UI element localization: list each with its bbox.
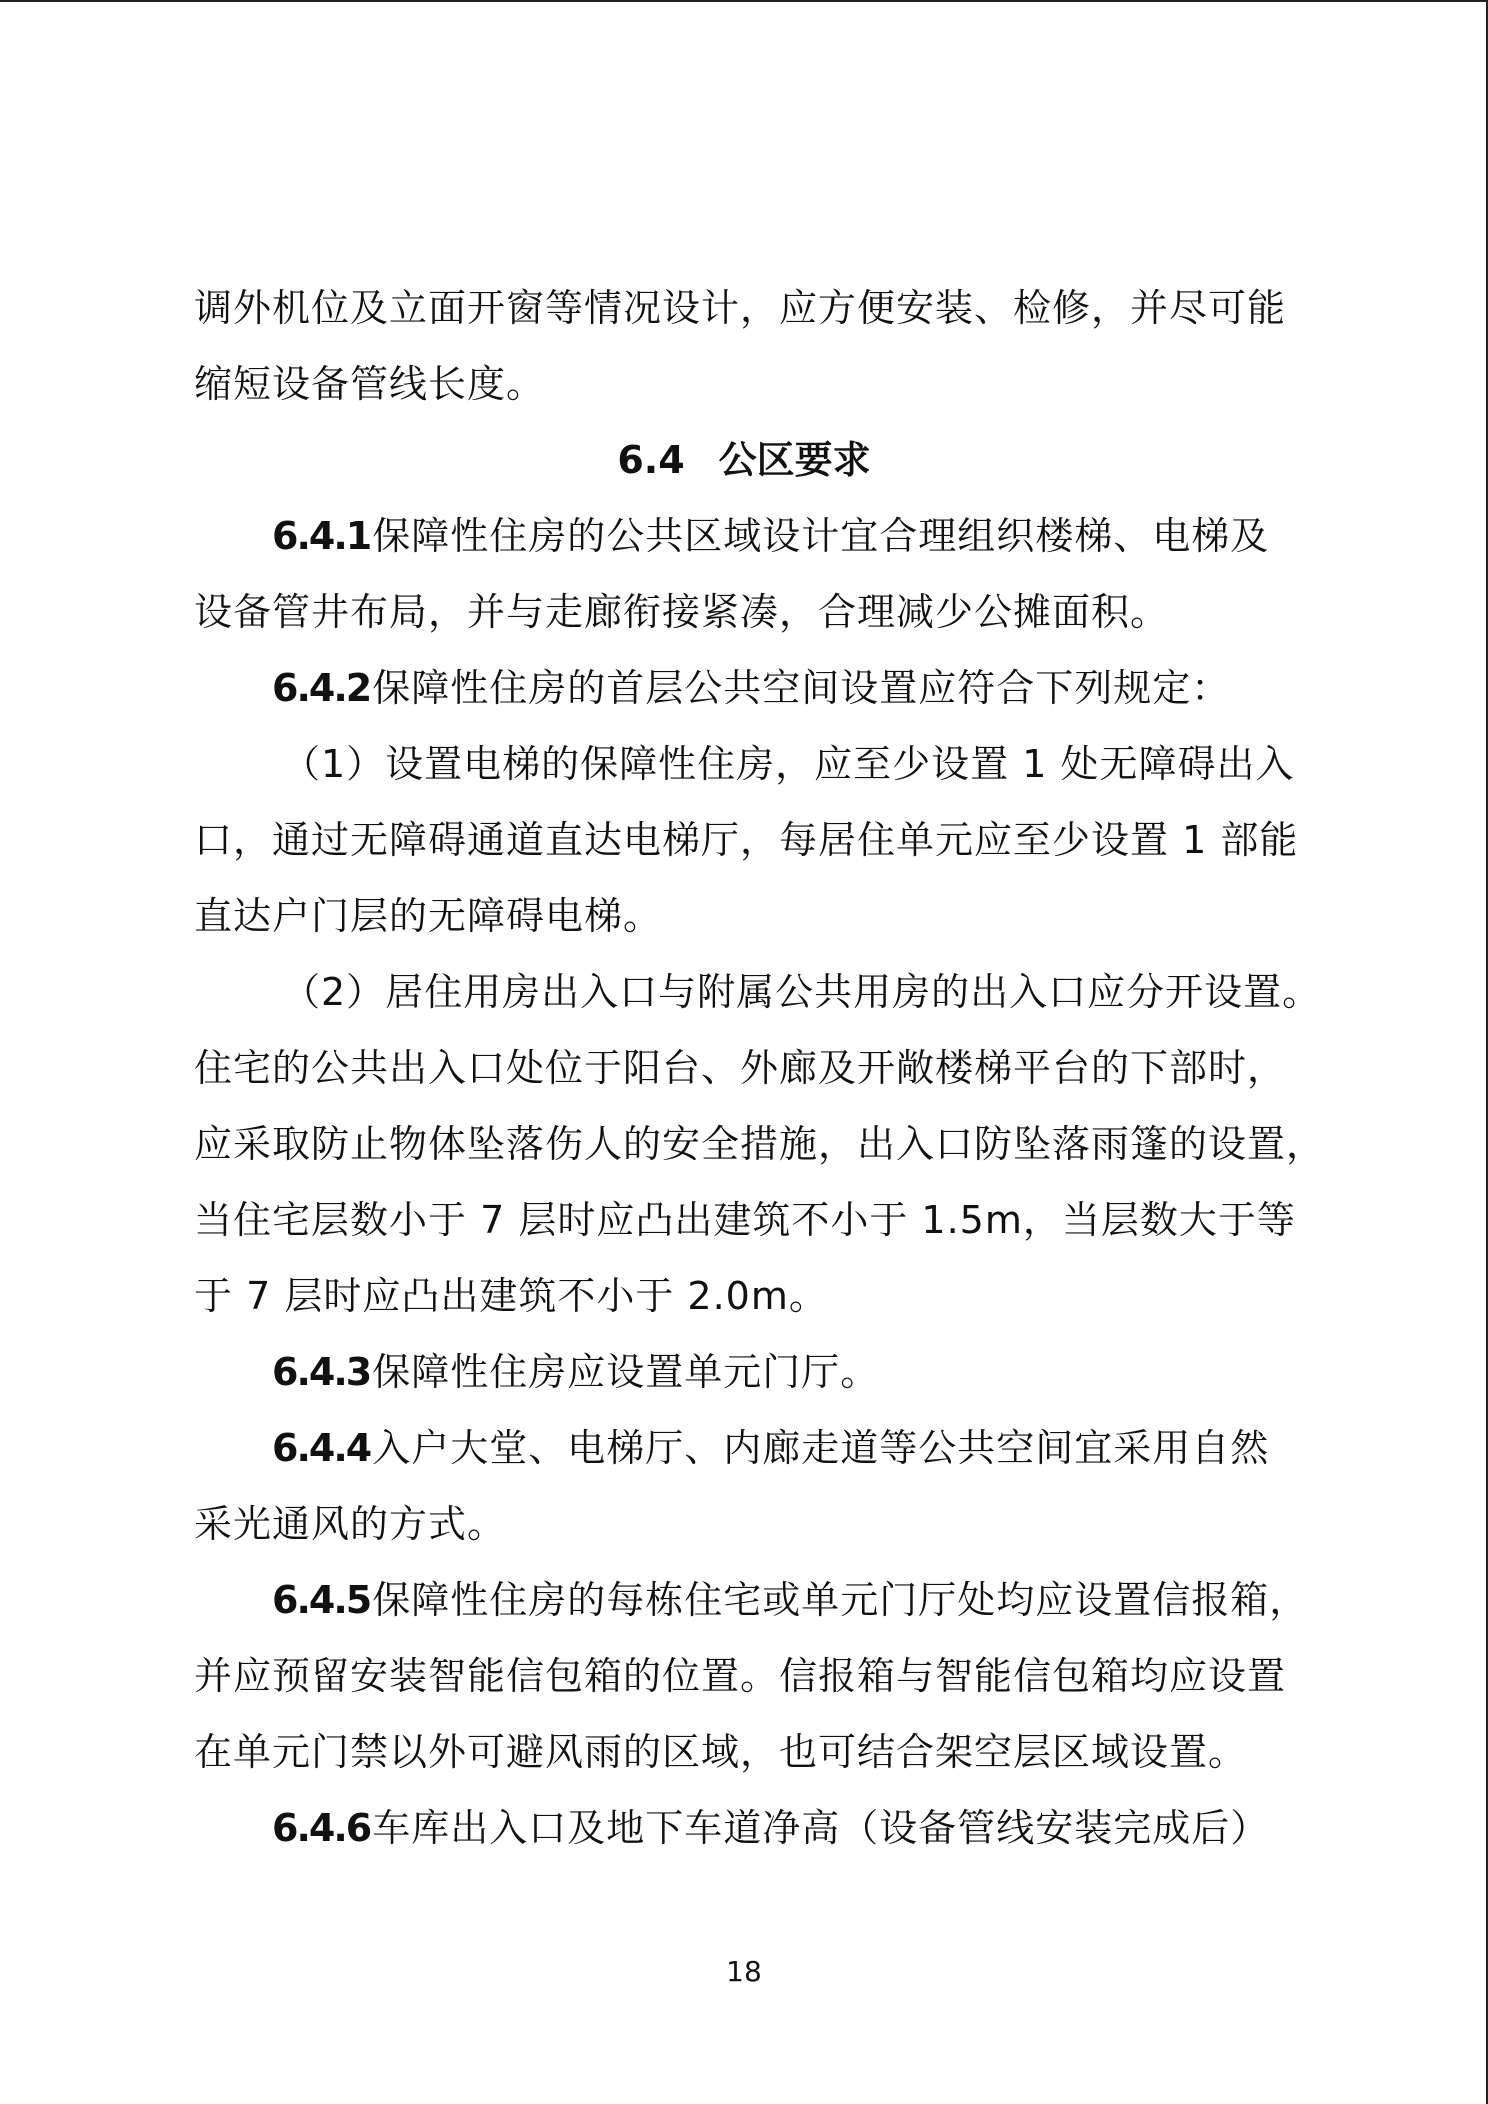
line-text: 保障性住房的每栋住宅或单元门厅处均应设置信报箱， <box>372 1578 1309 1622</box>
paragraph-line <box>194 1030 1314 1106</box>
paragraph-line <box>194 346 1314 422</box>
line-text: 车库出入口及地下车道净高（设备管线安装完成后） <box>372 1806 1270 1850</box>
clause-number: 6.4.1 <box>272 514 371 558</box>
clause-number: 6.4.4 <box>272 1426 371 1470</box>
clause-number: 6.4.2 <box>272 666 371 710</box>
line-text: （1）设置电梯的保障性住房，应至少设置 1 处无障碍出入 <box>282 742 1295 786</box>
paragraph-line <box>194 726 1314 802</box>
clause-6-4-6 <box>194 1790 1314 1866</box>
line-text: 在单元门禁以外可避风雨的区域，也可结合架空层区域设置。 <box>194 1730 1248 1774</box>
line-text: 保障性住房的首层公共空间设置应符合下列规定： <box>372 666 1231 710</box>
line-text: 入户大堂、电梯厅、内廊走道等公共空间宜采用自然 <box>372 1426 1270 1470</box>
paragraph-line <box>194 270 1314 346</box>
paragraph-line <box>194 1182 1314 1258</box>
line-text: 当住宅层数小于 7 层时应凸出建筑不小于 1.5m，当层数大于等 <box>194 1198 1296 1242</box>
line-text: 采光通风的方式。 <box>194 1502 507 1546</box>
paragraph-line <box>194 574 1314 650</box>
line-text: 保障性住房应设置单元门厅。 <box>372 1350 880 1394</box>
document-body <box>194 270 1326 1866</box>
paragraph-line <box>194 878 1314 954</box>
paragraph-line <box>194 1638 1314 1714</box>
line-text: （2）居住用房出入口与附属公共用房的出入口应分开设置。 <box>282 970 1322 1014</box>
paragraph-line <box>194 802 1314 878</box>
section-heading <box>194 422 1314 498</box>
line-text: 保障性住房的公共区域设计宜合理组织楼梯、电梯及 <box>372 514 1270 558</box>
page-number: 18 <box>726 1955 762 1988</box>
clause-number: 6.4.5 <box>272 1578 371 1622</box>
line-text: 口，通过无障碍通道直达电梯厅，每居住单元应至少设置 1 部能 <box>194 818 1299 862</box>
section-title: 公区要求 <box>718 438 871 482</box>
line-text: 缩短设备管线长度。 <box>194 362 546 406</box>
paragraph-line <box>194 954 1322 1030</box>
section-number: 6.4 <box>617 438 685 482</box>
page-border-top <box>0 0 1488 2</box>
paragraph-line <box>194 1106 1326 1182</box>
line-text: 于 7 层时应凸出建筑不小于 2.0m。 <box>194 1274 828 1318</box>
paragraph-line <box>194 1486 1314 1562</box>
paragraph-line <box>194 1714 1314 1790</box>
line-text: 应采取防止物体坠落伤人的安全措施，出入口防坠落雨篷的设置， <box>194 1122 1326 1166</box>
line-text: 直达户门层的无障碍电梯。 <box>194 894 663 938</box>
line-text: 调外机位及立面开窗等情况设计，应方便安装、检修，并尽可能 <box>194 286 1287 330</box>
line-text: 并应预留安装智能信包箱的位置。信报箱与智能信包箱均应设置 <box>194 1654 1287 1698</box>
clause-number: 6.4.3 <box>272 1350 371 1394</box>
clause-6-4-4 <box>194 1410 1314 1486</box>
line-text: 设备管井布局，并与走廊衔接紧凑，合理减少公摊面积。 <box>194 590 1170 634</box>
clause-number: 6.4.6 <box>272 1806 371 1850</box>
clause-6-4-3 <box>194 1334 1314 1410</box>
paragraph-line <box>194 1258 1314 1334</box>
clause-6-4-2 <box>194 650 1314 726</box>
clause-6-4-5 <box>194 1562 1314 1638</box>
clause-6-4-1 <box>194 498 1314 574</box>
line-text: 住宅的公共出入口处位于阳台、外廊及开敞楼梯平台的下部时， <box>194 1046 1287 1090</box>
